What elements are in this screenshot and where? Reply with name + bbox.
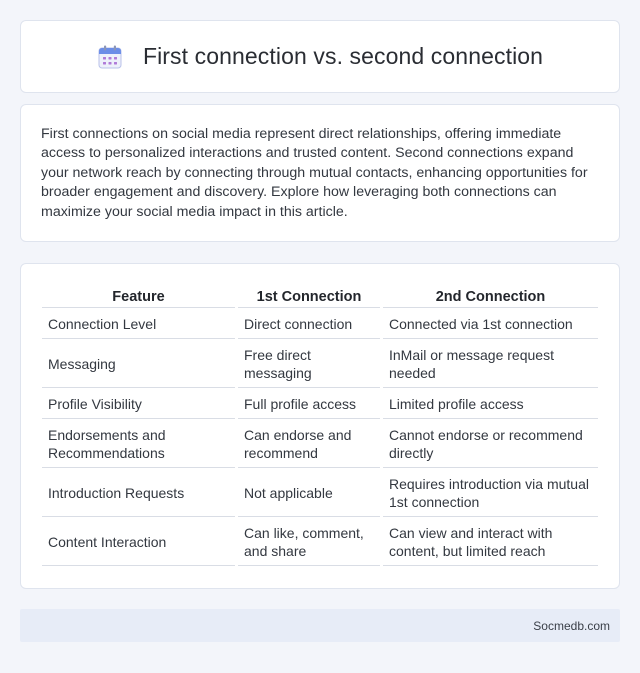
intro-paragraph: First connections on social media represent direct relationships, offering immediate access to personalized interactions and trusted content. Second connections expand your network reach by connecting through mutual contacts, enhancing opportunities for broader engagement and discovery. Explore how leveraging both connections can maximize your social media impact in this article.: [41, 126, 588, 220]
table-row: [42, 308, 598, 339]
table-cell: Full profile access: [238, 388, 380, 419]
table-cell: Content Interaction: [42, 517, 235, 566]
table-cell: Direct connection: [238, 308, 380, 339]
table-row: [42, 419, 598, 468]
column-header-feature: Feature: [42, 284, 235, 308]
comparison-card: [20, 263, 620, 589]
table-cell: Can like, comment, and share: [238, 517, 380, 566]
column-header-2nd-connection: 2nd Connection: [383, 284, 598, 308]
table-cell: Connected via 1st connection: [383, 308, 598, 339]
page-title: First connection vs. second connection: [142, 43, 544, 69]
table-header-row: [42, 284, 598, 308]
table-cell: Not applicable: [238, 468, 380, 517]
footer-bar: [20, 609, 620, 642]
calendar-icon: [97, 44, 123, 70]
table-cell: Requires introduction via mutual 1st connection: [383, 468, 598, 517]
table-row: [42, 517, 598, 566]
table-cell: InMail or message request needed: [383, 339, 598, 388]
table-cell: Endorsements and Recommendations: [42, 419, 235, 468]
table-cell: Connection Level: [42, 308, 235, 339]
table-cell: Profile Visibility: [42, 388, 235, 419]
title-card: [20, 20, 620, 93]
table-cell: Cannot endorse or recommend directly: [383, 419, 598, 468]
intro-card: [20, 104, 620, 242]
table-cell: Can endorse and recommend: [238, 419, 380, 468]
table-row: [42, 468, 598, 517]
column-header-1st-connection: 1st Connection: [238, 284, 380, 308]
footer-site-name[interactable]: Socmedb.com: [533, 618, 610, 633]
table-row: [42, 388, 598, 419]
table-cell: Free direct messaging: [238, 339, 380, 388]
table-cell: Limited profile access: [383, 388, 598, 419]
table-cell: Messaging: [42, 339, 235, 388]
table-cell: Can view and interact with content, but limited reach: [383, 517, 598, 566]
table-cell: Introduction Requests: [42, 468, 235, 517]
comparison-table: [39, 284, 601, 566]
table-row: [42, 339, 598, 388]
